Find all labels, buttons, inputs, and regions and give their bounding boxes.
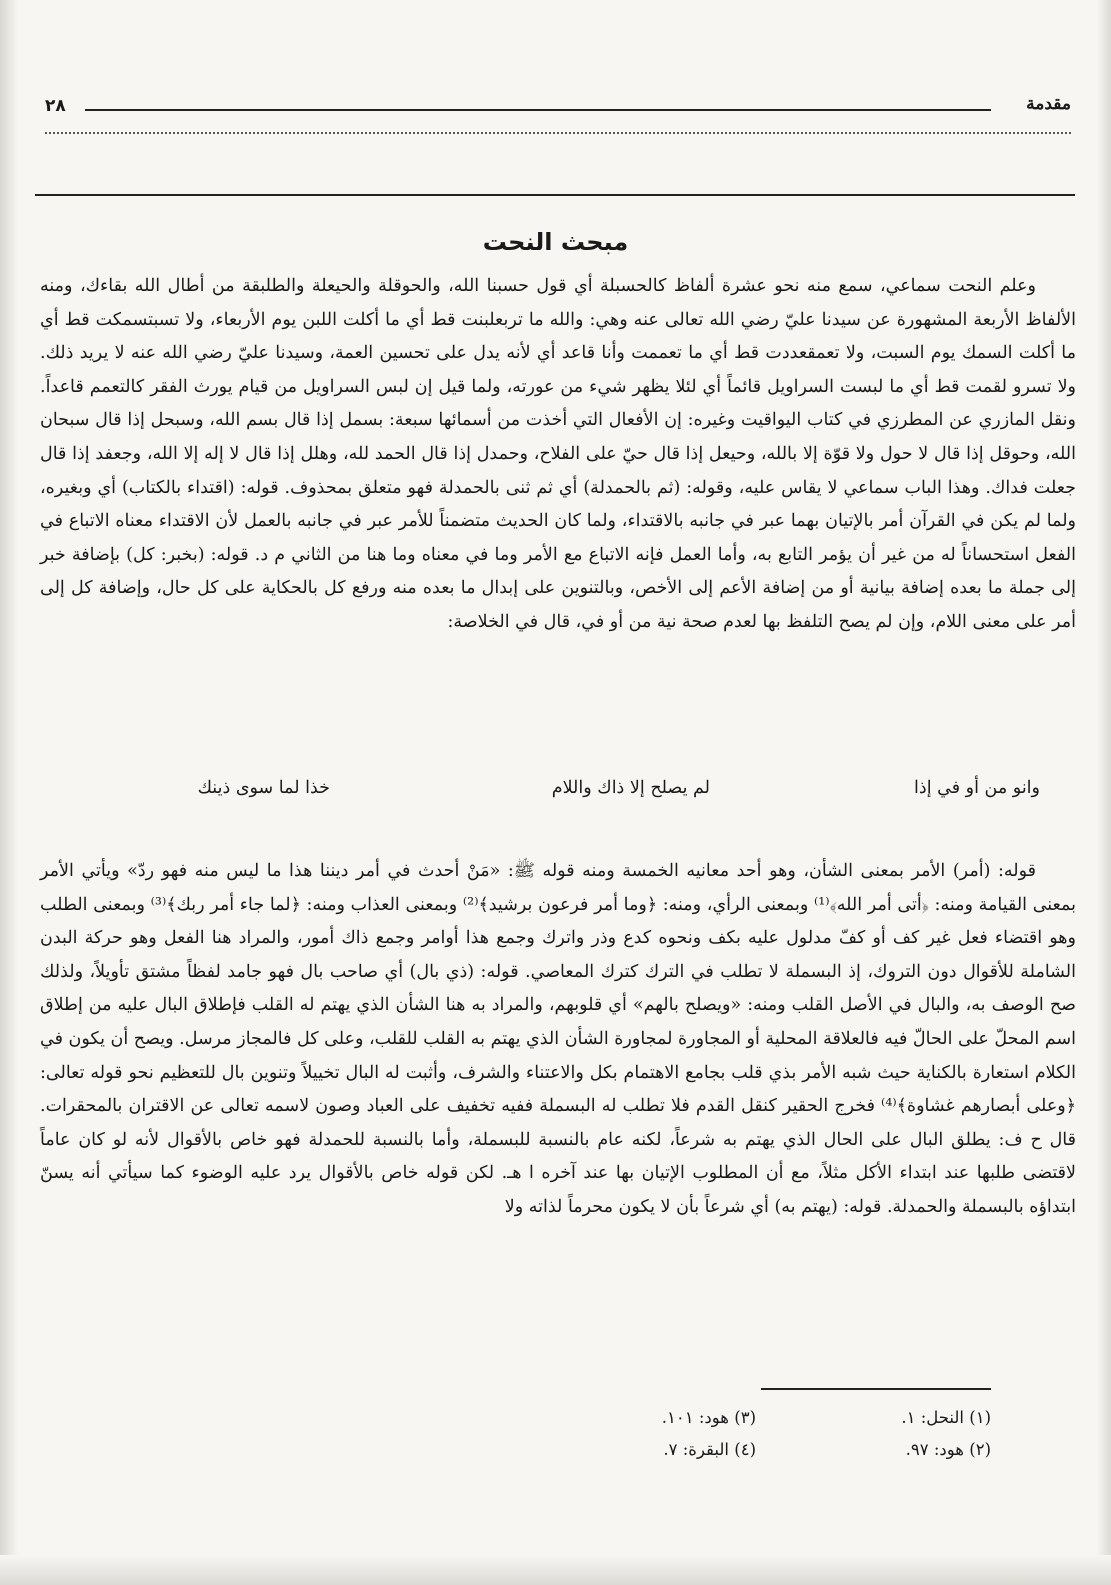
footnote-4: (٤) البقرة: ٧. (663, 1440, 756, 1459)
verse-part-2: لم يصلح إلا ذاك واللام (551, 778, 710, 798)
verse-line (80, 778, 1040, 812)
section-title: مقدمة (1026, 94, 1071, 114)
dotted-separator (45, 132, 1071, 134)
header-rule (85, 109, 991, 111)
footnote-3: (٣) هود: ١٠١. (661, 1408, 756, 1427)
chapter-title: مبحث النحت (482, 228, 629, 256)
page-number: ٢٨ (45, 96, 66, 116)
footnote-2: (٢) هود: ٩٧. (905, 1440, 991, 1459)
body-paragraph-1: وعلم النحت سماعي، سمع منه نحو عشرة ألفاظ كالحسبلة أي قول حسبنا الله، والحوقلة والحيعلة والطلبقة من أطال الله بقاءك، ومنه الألفاظ الأربعة المشهورة عن سيدنا عليّ رضي الله تعالى عنه وهي: والله ما تربعلبنت قط أي ما أكلت اللبن يوم الأربعاء، ولا تسبتسمكت قط أي ما أكلت السمك يوم السبت، ولا تعمقعددت قط أي ما تعممت وأنا قاعد أي لأنه يدل على تحسين العمة، وسيدنا عليّ رضي الله عنه لا يريد ذلك. ولا تسرو لقمت قط أي ما لبست السراويل قائماً أي لئلا يظهر شيء من عورته، ولما قيل إن لبس السراويل من قيام يورث الفقر كالتعمم قاعداً. ونقل المازري عن المطرزي في كتاب اليواقيت وغيره: إن الأفعال التي أخذت من أسمائها سبعة: بسمل إذا قال بسم الله، وسبحل إذا قال سبحان الله، وحوقل إذا قال لا حول ولا قوّة إلا بالله، وحيعل إذا قال حيّ على الفلاح، وحمدل إذا قال الحمد لله، وهلل إذا قال لا إله إلا الله، وجعفد إذا قال جعلت فداك. وهذا الباب سماعي لا يقاس عليه، وقوله: (ثم بالحمدلة) أي ثم ثنى بالحمدلة فهو متعلق بمحذوف. قوله: (اقتداء بالكتاب) أي وبغيره، ولما لم يكن في القرآن أمر بالإتيان بهما عبر في جانبه بالاقتداء، ولما كان الحديث متضمناً للأمر عبر في جانبه بالعمل لأن الاقتداء معناه الاتباع في الفعل استحساناً له من غير أن يؤمر التابع به، وأما العمل فإنه الاتباع مع الأمر وما في معناه وما هنا من الثاني م د. قوله: (بخبر: كل) بإضافة خبر إلى جملة ما بعده إضافة بيانية أو من إضافة الأعم إلى الأخص، وبالتنوين على إبدال ما بعده منه ورفع كل بالحكاية على كل حال، وإضافة كل إلى أمر على معنى اللام، وإن لم يصح التلفظ بها لعدم صحة نية من أو في، قال في الخلاصة: (40, 276, 1076, 632)
footnote-rule (761, 1388, 991, 1390)
footnotes (0, 1408, 1111, 1468)
footnote-1: (١) النحل: ١. (901, 1408, 991, 1427)
page-edge-bottom (0, 1555, 1111, 1585)
verse-part-1: وانو من أو في إذا (914, 778, 1040, 798)
body-paragraph-2: قوله: (أمر) الأمر بمعنى الشأن، وهو أحد معانيه الخمسة ومنه قوله ﷺ: «مَنْ أحدث في أمر ديننا هذا ما ليس منه فهو ردّ» ويأتي الأمر بمعنى القيامة ومنه: ﴿أتى أمر الله﴾⁽¹⁾ وبمعنى الرأي، ومنه: ﴿وما أمر فرعون برشيد﴾⁽²⁾ وبمعنى العذاب ومنه: ﴿لما جاء أمر ربك﴾⁽³⁾ وبمعنى الطلب وهو اقتضاء فعل غير كف أو كفّ مدلول عليه بكف ونحوه كدع وذر واترك وجمع هذا أوامر وجمع ذاك أمور، والمراد هنا الفعل وهو حركة البدن الشاملة للأقوال دون التروك، إذ البسملة لا تطلب في الترك كترك المعاصي. قوله: (ذي بال) أي صاحب بال فهو جامد لفظاً مشتق تأويلاً، ولذلك صح الوصف به، والبال في الأصل القلب ومنه: «ويصلح بالهم» أي قلوبهم، والمراد به هنا الشأن الذي يهتم له القلب فإطلاق البال عليه من إطلاق اسم المحلّ على الحالّ فيه فالعلاقة المحلية أو المجاورة لمجاورة الشأن الذي يهتم به القلب للقلب، وعلى كل فالمجاز مرسل. ويصح أن يكون في الكلام استعارة بالكناية حيث شبه الأمر بذي قلب بجامع الاهتمام بكل والاعتناء والشرف، وأثبت له البال تخييلاً وتنوين بال للتعظيم نحو قوله تعالى: ﴿وعلى أبصارهم غشاوة﴾⁽⁴⁾ فخرج الحقير كنقل القدم فلا تطلب له البسملة ففيه تخفيف على العباد وصون لاسمه تعالى عن الاقتران بالمحقرات. قال ح ف: يطلق البال على الحال الذي يهتم به شرعاً، لكنه عام بالنسبة للبسملة، وأما بالنسبة للحمدلة فهو خاص بالأقوال لأنه لو كان عاماً لاقتضى طلبها عند ابتداء الأكل مثلاً، مع أن المطلوب الإتيان بها عند آخره ا هـ. لكن قوله خاص بالأقوال يرد عليه الوضوء كما سيأتي أنه يسنّ ابتداؤه بالبسملة والحمدلة. قوله: (يهتم به) أي شرعاً بأن لا يكون محرماً لذاته ولا (40, 861, 1076, 1217)
horizontal-rule (35, 194, 1075, 196)
verse-part-3: خذا لما سوى ذينك (197, 778, 330, 798)
running-head (45, 92, 1071, 122)
